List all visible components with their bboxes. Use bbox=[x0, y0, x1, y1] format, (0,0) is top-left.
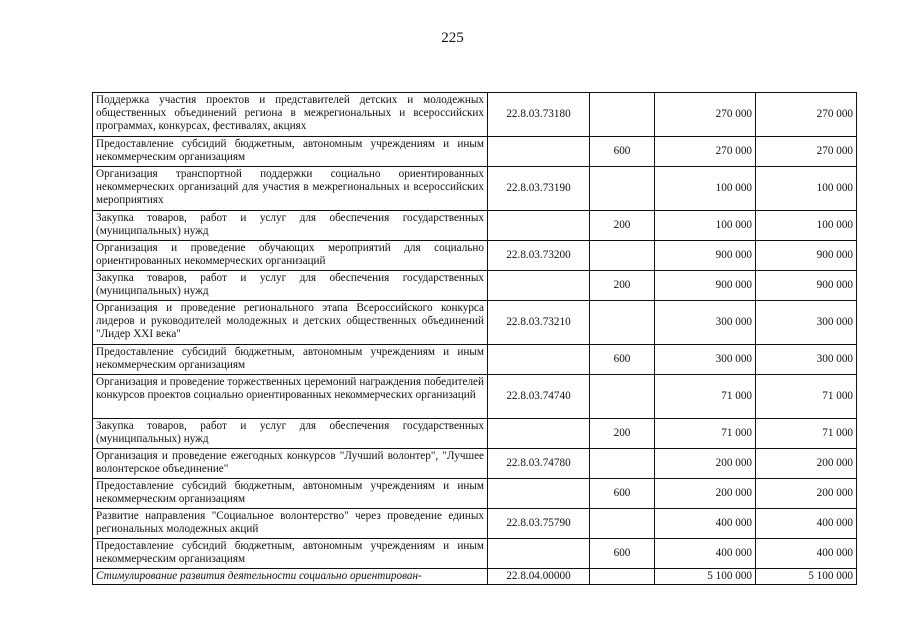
row-description: Поддержка участия проектов и представителей детских и молодежных общественных объединений региона в межрегиональных и всероссийских программах, конкурсах, фестивалях, акциях bbox=[93, 93, 488, 137]
row-target-code bbox=[488, 211, 590, 241]
row-amount-year2: 100 000 bbox=[756, 167, 857, 211]
table-row bbox=[93, 211, 857, 241]
row-description: Закупка товаров, работ и услуг для обеспечения государственных (муниципальных) нужд bbox=[93, 271, 488, 301]
row-expense-type bbox=[590, 375, 655, 419]
row-expense-type bbox=[590, 241, 655, 271]
row-amount-year1: 900 000 bbox=[655, 241, 756, 271]
table-row bbox=[93, 137, 857, 167]
row-description: Предоставление субсидий бюджетным, автономным учреждениям и иным некоммерческим организациям bbox=[93, 479, 488, 509]
budget-table bbox=[92, 92, 857, 585]
row-description: Организация транспортной поддержки социально ориентированных некоммерческих организаций для участия в межрегиональных и всероссийских мероприятиях bbox=[93, 167, 488, 211]
row-amount-year1: 71 000 bbox=[655, 375, 756, 419]
row-amount-year1: 5 100 000 bbox=[655, 569, 756, 585]
row-target-code: 22.8.03.74780 bbox=[488, 449, 590, 479]
row-expense-type: 200 bbox=[590, 211, 655, 241]
row-amount-year1: 300 000 bbox=[655, 345, 756, 375]
row-amount-year2: 400 000 bbox=[756, 509, 857, 539]
row-amount-year2: 5 100 000 bbox=[756, 569, 857, 585]
table-row bbox=[93, 301, 857, 345]
row-expense-type bbox=[590, 569, 655, 585]
row-target-code bbox=[488, 479, 590, 509]
table-row bbox=[93, 271, 857, 301]
row-description: Предоставление субсидий бюджетным, автономным учреждениям и иным некоммерческим организациям bbox=[93, 539, 488, 569]
row-amount-year2: 900 000 bbox=[756, 241, 857, 271]
table-row bbox=[93, 569, 857, 585]
row-target-code bbox=[488, 419, 590, 449]
row-amount-year1: 200 000 bbox=[655, 479, 756, 509]
row-expense-type: 200 bbox=[590, 271, 655, 301]
row-description: Стимулирование развития деятельности социально ориентирован- bbox=[93, 569, 488, 585]
row-expense-type bbox=[590, 93, 655, 137]
row-amount-year2: 200 000 bbox=[756, 449, 857, 479]
row-amount-year1: 270 000 bbox=[655, 137, 756, 167]
row-amount-year2: 900 000 bbox=[756, 271, 857, 301]
row-expense-type bbox=[590, 167, 655, 211]
row-amount-year2: 71 000 bbox=[756, 419, 857, 449]
row-amount-year1: 71 000 bbox=[655, 419, 756, 449]
table-row bbox=[93, 509, 857, 539]
row-target-code bbox=[488, 539, 590, 569]
table-row bbox=[93, 539, 857, 569]
table-row bbox=[93, 241, 857, 271]
row-amount-year1: 100 000 bbox=[655, 211, 756, 241]
table-row bbox=[93, 167, 857, 211]
table-row bbox=[93, 419, 857, 449]
table-row bbox=[93, 375, 857, 419]
row-amount-year1: 900 000 bbox=[655, 271, 756, 301]
table-row bbox=[93, 93, 857, 137]
row-description: Организация и проведение ежегодных конкурсов "Лучший волонтер", "Лучшее волонтерское объединение" bbox=[93, 449, 488, 479]
row-description: Организация и проведение обучающих мероприятий для социально ориентированных некоммерческих организаций bbox=[93, 241, 488, 271]
row-expense-type bbox=[590, 449, 655, 479]
row-description: Развитие направления "Социальное волонтерство" через проведение единых региональных молодежных акций bbox=[93, 509, 488, 539]
row-target-code: 22.8.03.73210 bbox=[488, 301, 590, 345]
row-expense-type bbox=[590, 509, 655, 539]
row-description: Предоставление субсидий бюджетным, автономным учреждениям и иным некоммерческим организациям bbox=[93, 137, 488, 167]
page-number: 225 bbox=[441, 30, 464, 46]
row-amount-year1: 200 000 bbox=[655, 449, 756, 479]
row-description: Организация и проведение регионального этапа Всероссийского конкурса лидеров и руководителей молодежных и детских общественных объединений "Лидер XXI века" bbox=[93, 301, 488, 345]
row-expense-type: 600 bbox=[590, 137, 655, 167]
budget-table-body bbox=[93, 93, 857, 585]
table-row bbox=[93, 449, 857, 479]
row-amount-year1: 300 000 bbox=[655, 301, 756, 345]
row-amount-year2: 71 000 bbox=[756, 375, 857, 419]
row-amount-year2: 270 000 bbox=[756, 93, 857, 137]
row-target-code: 22.8.04.00000 bbox=[488, 569, 590, 585]
row-expense-type: 600 bbox=[590, 539, 655, 569]
row-target-code: 22.8.03.73200 bbox=[488, 241, 590, 271]
row-target-code bbox=[488, 345, 590, 375]
row-target-code bbox=[488, 137, 590, 167]
row-description: Организация и проведение торжественных церемоний награждения победителей конкурсов проектов социально ориентированных некоммерческих организаций bbox=[93, 375, 488, 419]
row-amount-year2: 200 000 bbox=[756, 479, 857, 509]
table-row bbox=[93, 345, 857, 375]
row-amount-year2: 270 000 bbox=[756, 137, 857, 167]
row-amount-year2: 300 000 bbox=[756, 301, 857, 345]
row-amount-year2: 100 000 bbox=[756, 211, 857, 241]
row-expense-type: 200 bbox=[590, 419, 655, 449]
row-amount-year2: 300 000 bbox=[756, 345, 857, 375]
row-amount-year1: 400 000 bbox=[655, 539, 756, 569]
row-description: Закупка товаров, работ и услуг для обеспечения государственных (муниципальных) нужд bbox=[93, 211, 488, 241]
row-target-code: 22.8.03.73190 bbox=[488, 167, 590, 211]
row-target-code bbox=[488, 271, 590, 301]
row-description: Предоставление субсидий бюджетным, автономным учреждениям и иным некоммерческим организациям bbox=[93, 345, 488, 375]
row-amount-year1: 400 000 bbox=[655, 509, 756, 539]
row-target-code: 22.8.03.75790 bbox=[488, 509, 590, 539]
row-description: Закупка товаров, работ и услуг для обеспечения государственных (муниципальных) нужд bbox=[93, 419, 488, 449]
row-target-code: 22.8.03.74740 bbox=[488, 375, 590, 419]
row-expense-type: 600 bbox=[590, 345, 655, 375]
row-amount-year2: 400 000 bbox=[756, 539, 857, 569]
row-amount-year1: 100 000 bbox=[655, 167, 756, 211]
row-target-code: 22.8.03.73180 bbox=[488, 93, 590, 137]
row-amount-year1: 270 000 bbox=[655, 93, 756, 137]
row-expense-type bbox=[590, 301, 655, 345]
row-expense-type: 600 bbox=[590, 479, 655, 509]
table-row bbox=[93, 479, 857, 509]
